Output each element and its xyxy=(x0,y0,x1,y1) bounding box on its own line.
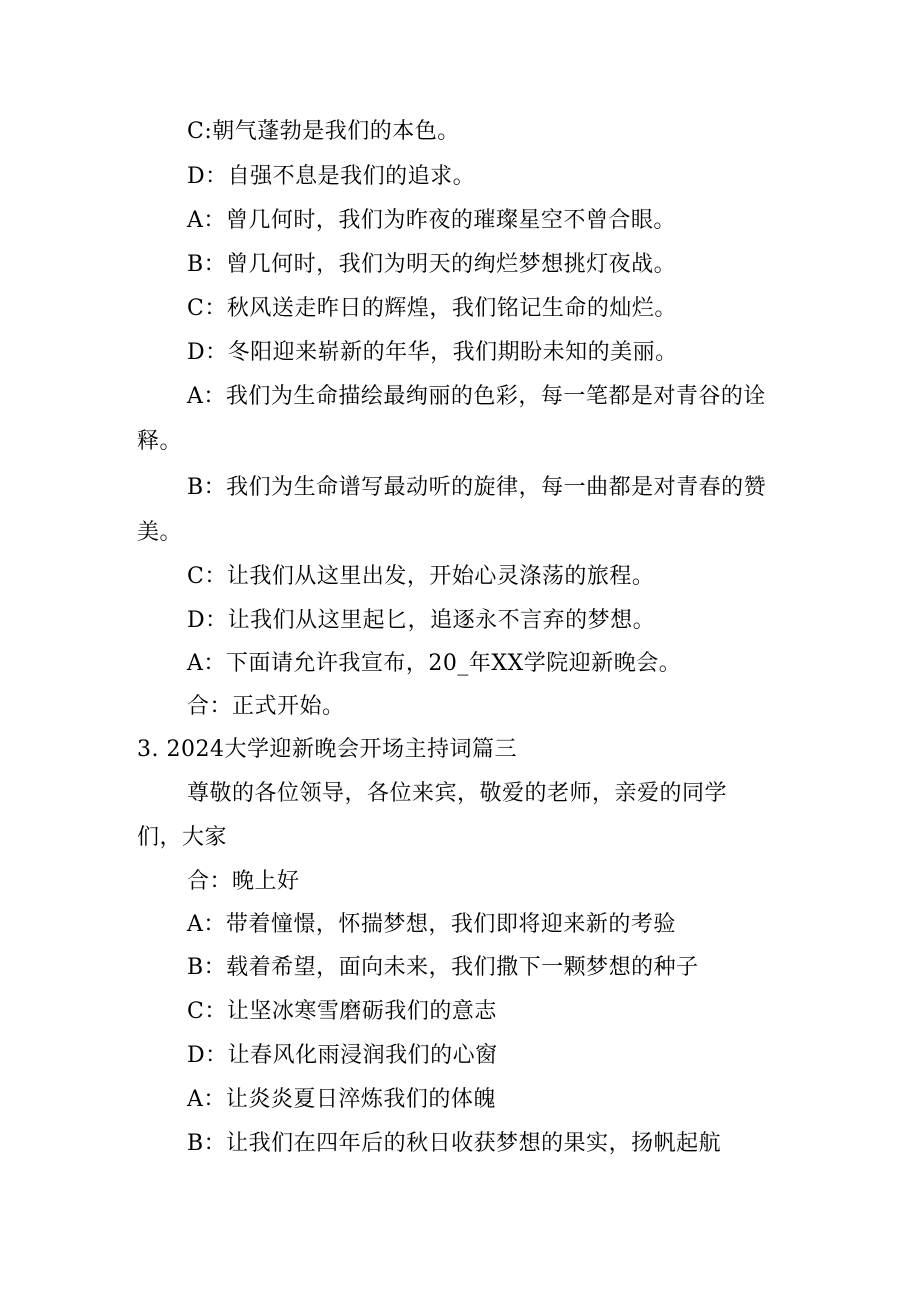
text-line: 合：晚上好 xyxy=(187,869,300,894)
section-heading: 3. 2024大学迎新晚会开场主持词篇三 xyxy=(137,737,517,762)
text-line: A：带着憧憬，怀揣梦想，我们即将迎来新的考验 xyxy=(187,912,676,937)
text-line: A：曾几何时，我们为昨夜的璀璨星空不曾合眼。 xyxy=(187,208,676,233)
text-line: 释。 xyxy=(137,429,183,454)
text-line: C：秋风送走昨日的辉煌，我们铭记生命的灿烂。 xyxy=(187,296,677,321)
text-line: 们，大家 xyxy=(137,825,228,850)
text-line: A：让炎炎夏日淬炼我们的体魄 xyxy=(187,1087,496,1112)
text-line: B：让我们在四年后的秋日收获梦想的果实，扬帆起航 xyxy=(187,1131,722,1156)
text-line: C:朝气蓬勃是我们的本色。 xyxy=(187,119,460,144)
text-line: 尊敬的各位领导，各位来宾，敬爱的老师，亲爱的同学 xyxy=(187,781,728,806)
text-line: B：曾几何时，我们为明天的绚烂梦想挑灯夜战。 xyxy=(187,252,677,277)
text-line: D：让春风化雨浸润我们的心窗 xyxy=(187,1043,498,1068)
text-line: 美。 xyxy=(137,520,183,545)
text-line: B：我们为生命谱写最动听的旋律，每一曲都是对青春的赞 xyxy=(187,475,767,500)
text-line: D：让我们从这里起匕，追逐永不言弃的梦想。 xyxy=(187,608,656,633)
text-line: B：载着希望，面向未来，我们撒下一颗梦想的种子 xyxy=(187,955,699,980)
text-line: A：我们为生命描绘最绚丽的色彩，每一笔都是对青谷的诠 xyxy=(187,384,766,409)
text-line: D：自强不息是我们的追求。 xyxy=(187,164,476,189)
text-line: C：让坚冰寒雪磨砺我们的意志 xyxy=(187,999,497,1024)
text-line: D：冬阳迎来崭新的年华，我们期盼未知的美丽。 xyxy=(187,340,678,365)
text-line: 合：正式开始。 xyxy=(187,694,345,719)
text-line: C：让我们从这里出发，开始心灵涤荡的旅程。 xyxy=(187,564,655,589)
text-line: A：下面请允许我宣布，20_年XX学院迎新晚会。 xyxy=(187,651,682,676)
